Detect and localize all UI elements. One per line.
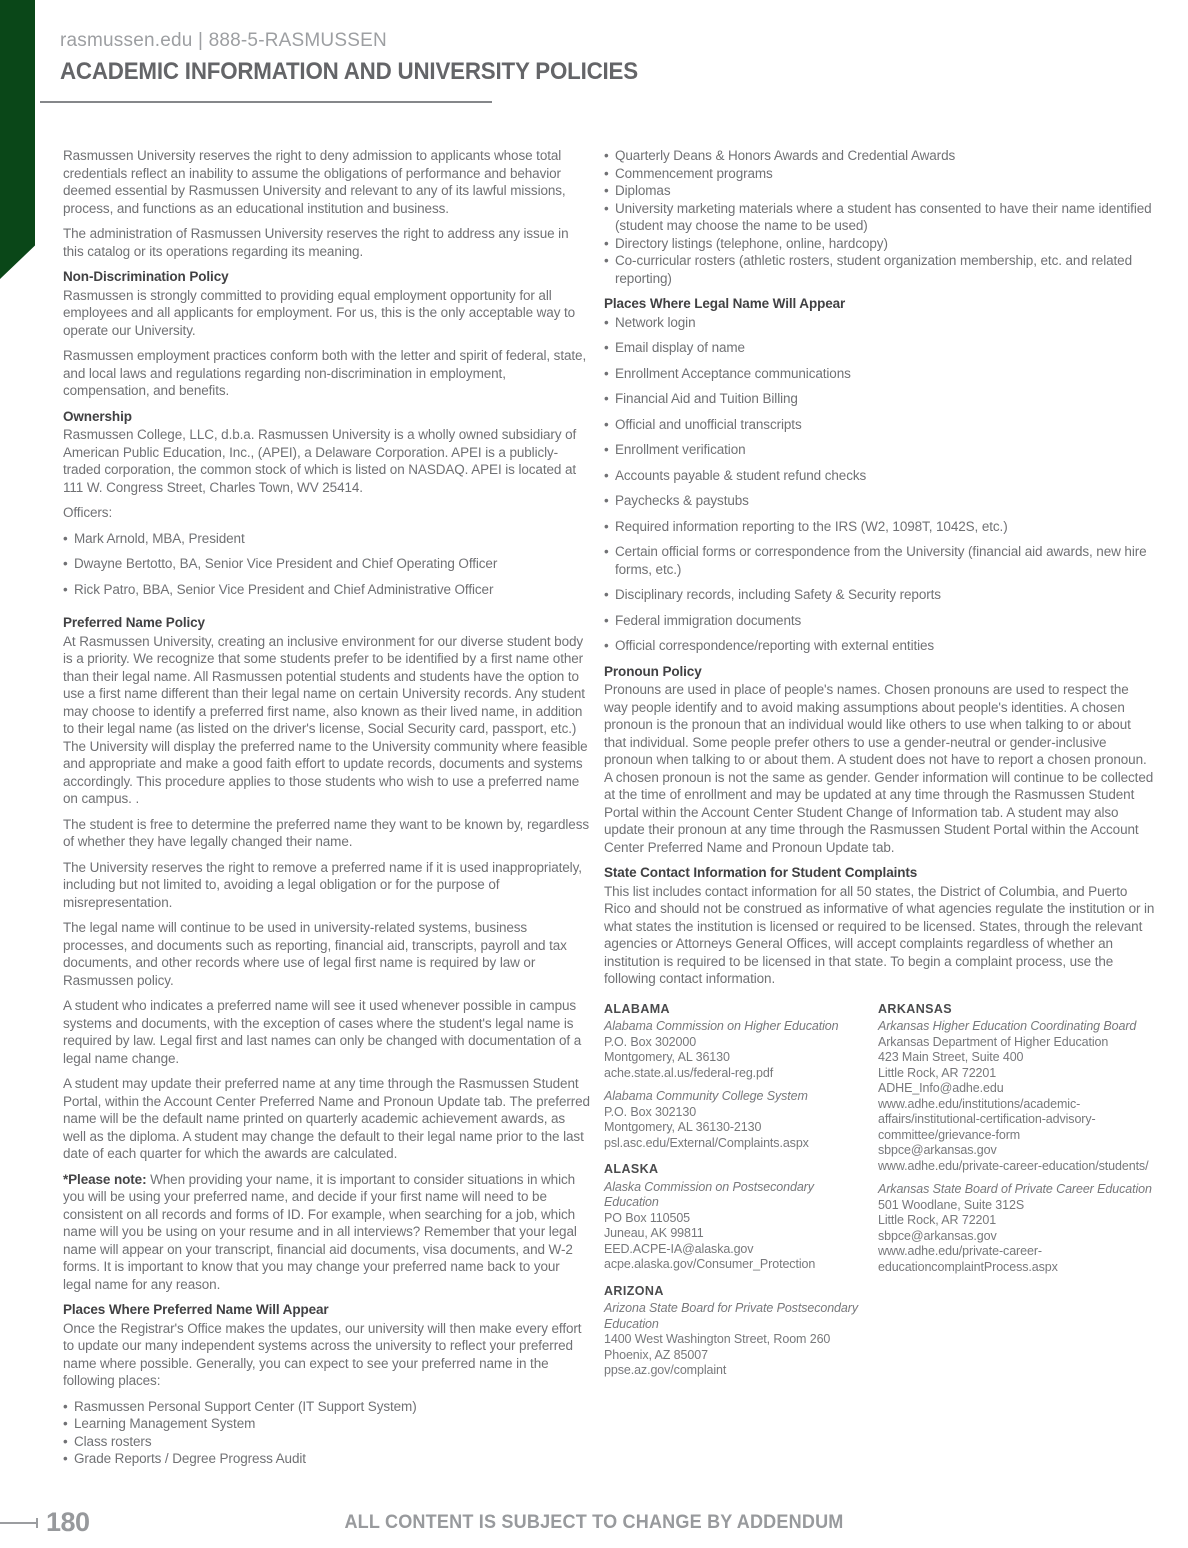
contact-line: Little Rock, AR 72201 xyxy=(878,1065,997,1080)
contact-line: acpe.alaska.gov/Consumer_Protection xyxy=(604,1257,816,1271)
right-column xyxy=(604,147,1155,1476)
state-agency xyxy=(604,1301,866,1379)
state-agency xyxy=(878,1182,1154,1275)
page-number: 180 xyxy=(46,1507,90,1537)
bullet-item: • Certain official forms or correspondence from the University (financial aid awards, new hire forms, etc.) xyxy=(604,543,1155,578)
paragraph: The administration of Rasmussen University reserves the right to address any issue in this catalog or its operations regarding its meaning. xyxy=(63,226,569,259)
state-group xyxy=(604,1284,866,1379)
state-agency xyxy=(604,1019,866,1081)
contact-line: psl.asc.edu/External/Complaints.aspx xyxy=(604,1135,809,1150)
bullet-item: • Accounts payable & student refund checks xyxy=(604,467,1155,485)
right-column-blocks xyxy=(604,147,1155,988)
state-contacts-column xyxy=(604,1000,866,1387)
contact-line: www.adhe.edu/private-career-educationcomplaintProcess.aspx xyxy=(878,1244,1058,1274)
footer xyxy=(0,1495,1188,1548)
contact-line: Montgomery, AL 36130 xyxy=(604,1050,730,1064)
bullet-item: • Official correspondence/reporting with external entities xyxy=(604,637,1155,655)
state-name: ARKANSAS xyxy=(878,1001,953,1016)
bullet-item: • Email display of name xyxy=(604,339,1155,357)
contact-line: sbpce@arkansas.gov xyxy=(878,1228,997,1243)
paragraph: At Rasmussen University, creating an inclusive environment for our diverse student body is a priority. We recognize that some students prefer to be identified by a first name other than their legal name. All Rasmussen potential students and students have the option to use a first name different than their legal name on certain University records. Any student may choose to identify a preferred first name, also known as their lived name, in addition to their legal name (as listed on the driver's license, Social Security card, passport, etc.) The University will display the preferred name to the University community where feasible and appropriate and make a good faith effort to update records, documents and systems accordingly. This procedure applies to those students who wish to use a preferred name on campus. . xyxy=(63,633,588,806)
header-site-phone: rasmussen.edu | 888-5-RASMUSSEN xyxy=(60,30,387,51)
bullet-item: • Directory listings (telephone, online, hardcopy) xyxy=(604,235,1155,253)
contact-line: ppse.az.gov/complaint xyxy=(604,1363,727,1377)
contact-line: PO Box 110505 xyxy=(604,1210,691,1225)
agency-name: Arkansas State Board of Private Career Education xyxy=(878,1182,1152,1196)
bold-lead: *Please note: xyxy=(63,1171,147,1187)
contact-line: 423 Main Street, Suite 400 xyxy=(878,1050,1024,1064)
paragraph: The legal name will continue to be used in university-related systems, business processes, and documents such as reporting, financial aid, transcripts, payroll and tax documents, and other records where use of legal first name is required by law or Rasmussen policy. xyxy=(63,920,567,988)
bullet-item: • University marketing materials where a student has consented to have their name identified (student may choose the name to be used) xyxy=(604,200,1155,235)
state-contacts xyxy=(604,1000,1155,1387)
paragraph: Pronouns are used in place of people's names. Chosen pronouns are used to respect the way people identify and to avoid making assumptions about people's identities. A chosen pronoun is the pronoun that an individual would like others to use when talking to or about that individual. Some people prefer others to use a gender-neutral or gender-inclusive pronoun when talking to or about them. A student does not have to report a chosen pronoun. A chosen pronoun is not the same as gender. Gender information will continue to be collected at the time of enrollment and may be updated at any time through the Rasmussen Student Portal within the Account Center Student Change of Information tab. A student may also update their pronoun at any time through the Rasmussen Student Portal within the Account Center Preferred Name and Pronoun Update tab. xyxy=(604,682,1154,855)
paragraph: *Please note: When providing your name, it is important to consider situations in which you will be using your preferred name, and decide if your first name will need to be consistent on all records and forms of ID. For example, when searching for a job, which name will you be using on your resume and in all interviews? Remember that your legal name will appear on your transcript, financial aid documents, visa documents, and W-2 forms. It is important to know that you may change your preferred name back to your legal name for any reason. xyxy=(63,1171,577,1292)
state-agency xyxy=(878,1019,1154,1174)
contact-line: Arkansas Department of Higher Education xyxy=(878,1034,1109,1049)
section-heading: Pronoun Policy xyxy=(604,663,702,679)
paragraph: Rasmussen is strongly committed to providing equal employment opportunity for all employees and all applicants for employment. For us, this is the only acceptable way to operate our University. xyxy=(63,287,576,338)
section-heading: Ownership xyxy=(63,408,132,424)
contact-line: Phoenix, AZ 85007 xyxy=(604,1347,708,1362)
section-heading: State Contact Information for Student Complaints xyxy=(604,865,918,880)
paragraph: A student who indicates a preferred name will see it used whenever possible in campus systems and documents, with the exception of cases where the student's legal name is required by law. Legal first and last names can only be changed with documentation of a legal name change. xyxy=(63,998,582,1066)
contact-line: Juneau, AK 99811 xyxy=(604,1226,704,1240)
bullet-list xyxy=(604,314,1155,655)
content xyxy=(63,147,1155,1476)
paragraph: Rasmussen University reserves the right to deny admission to applicants whose total credentials reflect an inability to assume the obligations of performance and behavior deemed essential by Rasmussen University and relevant to any of its lawful missions, process, and functions as an educational institution and business. xyxy=(63,148,566,216)
green-corner-banner xyxy=(0,0,35,279)
contact-line: P.O. Box 302000 xyxy=(604,1034,697,1049)
contact-line: www.adhe.edu/institutions/academic-affairs/institutional-certification-advisory-committee/grievance-form xyxy=(878,1096,1096,1142)
agency-name: Arkansas Higher Education Coordinating Board xyxy=(878,1019,1137,1033)
bullet-item: • Co-curricular rosters (athletic rosters, student organization membership, etc. and related reporting) xyxy=(604,252,1155,287)
state-group xyxy=(878,1002,1154,1276)
bullet-item: • Grade Reports / Degree Progress Audit xyxy=(63,1450,591,1468)
bullet-list xyxy=(604,147,1155,287)
agency-name: Arizona State Board for Private Postsecondary Education xyxy=(604,1301,858,1331)
contact-line: www.adhe.edu/private-career-education/students/ xyxy=(878,1158,1149,1173)
contact-line: ADHE_Info@adhe.edu xyxy=(878,1081,1004,1095)
contact-line: P.O. Box 302130 xyxy=(604,1104,697,1119)
bullet-item: • Dwayne Bertotto, BA, Senior Vice President and Chief Operating Officer xyxy=(63,555,591,573)
paragraph: Rasmussen College, LLC, d.b.a. Rasmussen University is a wholly owned subsidiary of American Public Education, Inc., (APEI), a Delaware Corporation. APEI is a publicly-traded corporation, the common stock of which is listed on NASDAQ. APEI is located at 111 W. Congress Street, Charles Town, WV 25414. xyxy=(63,427,577,495)
bullet-item: • Official and unofficial transcripts xyxy=(604,416,1155,434)
contact-line: EED.ACPE-IA@alaska.gov xyxy=(604,1241,754,1256)
bullet-item: • Diplomas xyxy=(604,182,1155,200)
agency-name: Alabama Commission on Higher Education xyxy=(604,1019,839,1033)
contact-line: Montgomery, AL 36130-2130 xyxy=(604,1120,762,1134)
paragraph: Officers: xyxy=(63,505,113,520)
contact-line: 1400 West Washington Street, Room 260 xyxy=(604,1332,831,1346)
bullet-item: • Class rosters xyxy=(63,1433,591,1451)
contact-line: sbpce@arkansas.gov xyxy=(878,1143,997,1157)
state-name: ALASKA xyxy=(604,1162,659,1176)
bullet-item: • Mark Arnold, MBA, President xyxy=(63,530,591,548)
state-name: ALABAMA xyxy=(604,1001,670,1016)
bullet-item: • Commencement programs xyxy=(604,165,1155,183)
left-column xyxy=(63,147,591,1476)
page-title: ACADEMIC INFORMATION AND UNIVERSITY POLICIES xyxy=(60,58,638,85)
bullet-list xyxy=(63,530,591,599)
bullet-item: • Disciplinary records, including Safety & Security reports xyxy=(604,586,1155,604)
bullet-item: • Enrollment verification xyxy=(604,441,1155,459)
bullet-item: • Financial Aid and Tuition Billing xyxy=(604,390,1155,408)
bullet-item: • Paychecks & paystubs xyxy=(604,492,1155,510)
state-contacts-column xyxy=(878,1000,1154,1387)
paragraph: The student is free to determine the preferred name they want to be known by, regardless of whether they have legally changed their name. xyxy=(63,816,589,849)
agency-name: Alabama Community College System xyxy=(604,1089,808,1103)
bullet-item: • Learning Management System xyxy=(63,1415,591,1433)
agency-name: Alaska Commission on Postsecondary Education xyxy=(604,1179,814,1209)
paragraph: The University reserves the right to remove a preferred name if it is used inappropriately, including but not limited to, avoiding a legal obligation or for the purpose of misrepresentation. xyxy=(63,859,582,910)
state-agency xyxy=(604,1089,866,1151)
bullet-item: • Enrollment Acceptance communications xyxy=(604,365,1155,383)
bullet-item: • Required information reporting to the IRS (W2, 1098T, 1042S, etc.) xyxy=(604,518,1155,536)
contact-line: 501 Woodlane, Suite 312S xyxy=(878,1197,1025,1212)
section-heading: Places Where Preferred Name Will Appear xyxy=(63,1302,329,1317)
state-name: ARIZONA xyxy=(604,1283,664,1298)
paragraph: Once the Registrar's Office makes the updates, our university will then make every effort to update our many independent systems across the university to reflect your preferred name where possible. Generally, you can expect to see your preferred name in the following places: xyxy=(63,1320,582,1388)
bullet-item: • Rick Patro, BBA, Senior Vice President and Chief Administrative Officer xyxy=(63,581,591,599)
section-heading: Preferred Name Policy xyxy=(63,615,205,630)
contact-line: ache.state.al.us/federal-reg.pdf xyxy=(604,1065,774,1080)
header-rule xyxy=(40,101,492,103)
contact-line: Little Rock, AR 72201 xyxy=(878,1213,997,1227)
section-heading: Places Where Legal Name Will Appear xyxy=(604,296,846,311)
section-heading: Non-Discrimination Policy xyxy=(63,269,229,284)
bullet-item: • Rasmussen Personal Support Center (IT Support System) xyxy=(63,1398,591,1416)
addendum-notice: ALL CONTENT IS SUBJECT TO CHANGE BY ADDENDUM xyxy=(344,1512,844,1533)
state-group xyxy=(604,1162,866,1273)
bullet-list xyxy=(63,1398,591,1468)
bullet-item: • Quarterly Deans & Honors Awards and Credential Awards xyxy=(604,147,1155,165)
paragraph: This list includes contact information for all 50 states, the District of Columbia, and Puerto Rico and should not be construed as informative of what agencies regulate the institution or in what states the institution is licensed or required to be licensed. States, through the relevant agencies or Attorneys General Offices, will accept complaints regardless of whether an institution is required to be licensed in that state. To begin a complaint process, use the following contact information. xyxy=(604,883,1155,986)
paragraph: A student may update their preferred name at any time through the Rasmussen Student Portal, within the Account Center Preferred Name and Pronoun Update tab. The preferred name will be the default name printed on quarterly academic achievement awards, as well as the diploma. A student may change the default to their legal name prior to the last date of each quarter for which the awards are calculated. xyxy=(63,1076,590,1161)
paragraph: Rasmussen employment practices conform both with the letter and spirit of federal, state, and local laws and regulations regarding non-discrimination in employment, compensation, and benefits. xyxy=(63,348,587,398)
state-group xyxy=(604,1002,866,1152)
bullet-item: • Network login xyxy=(604,314,1155,332)
state-agency xyxy=(604,1180,866,1273)
header xyxy=(60,30,638,86)
bullet-item: • Federal immigration documents xyxy=(604,612,1155,630)
